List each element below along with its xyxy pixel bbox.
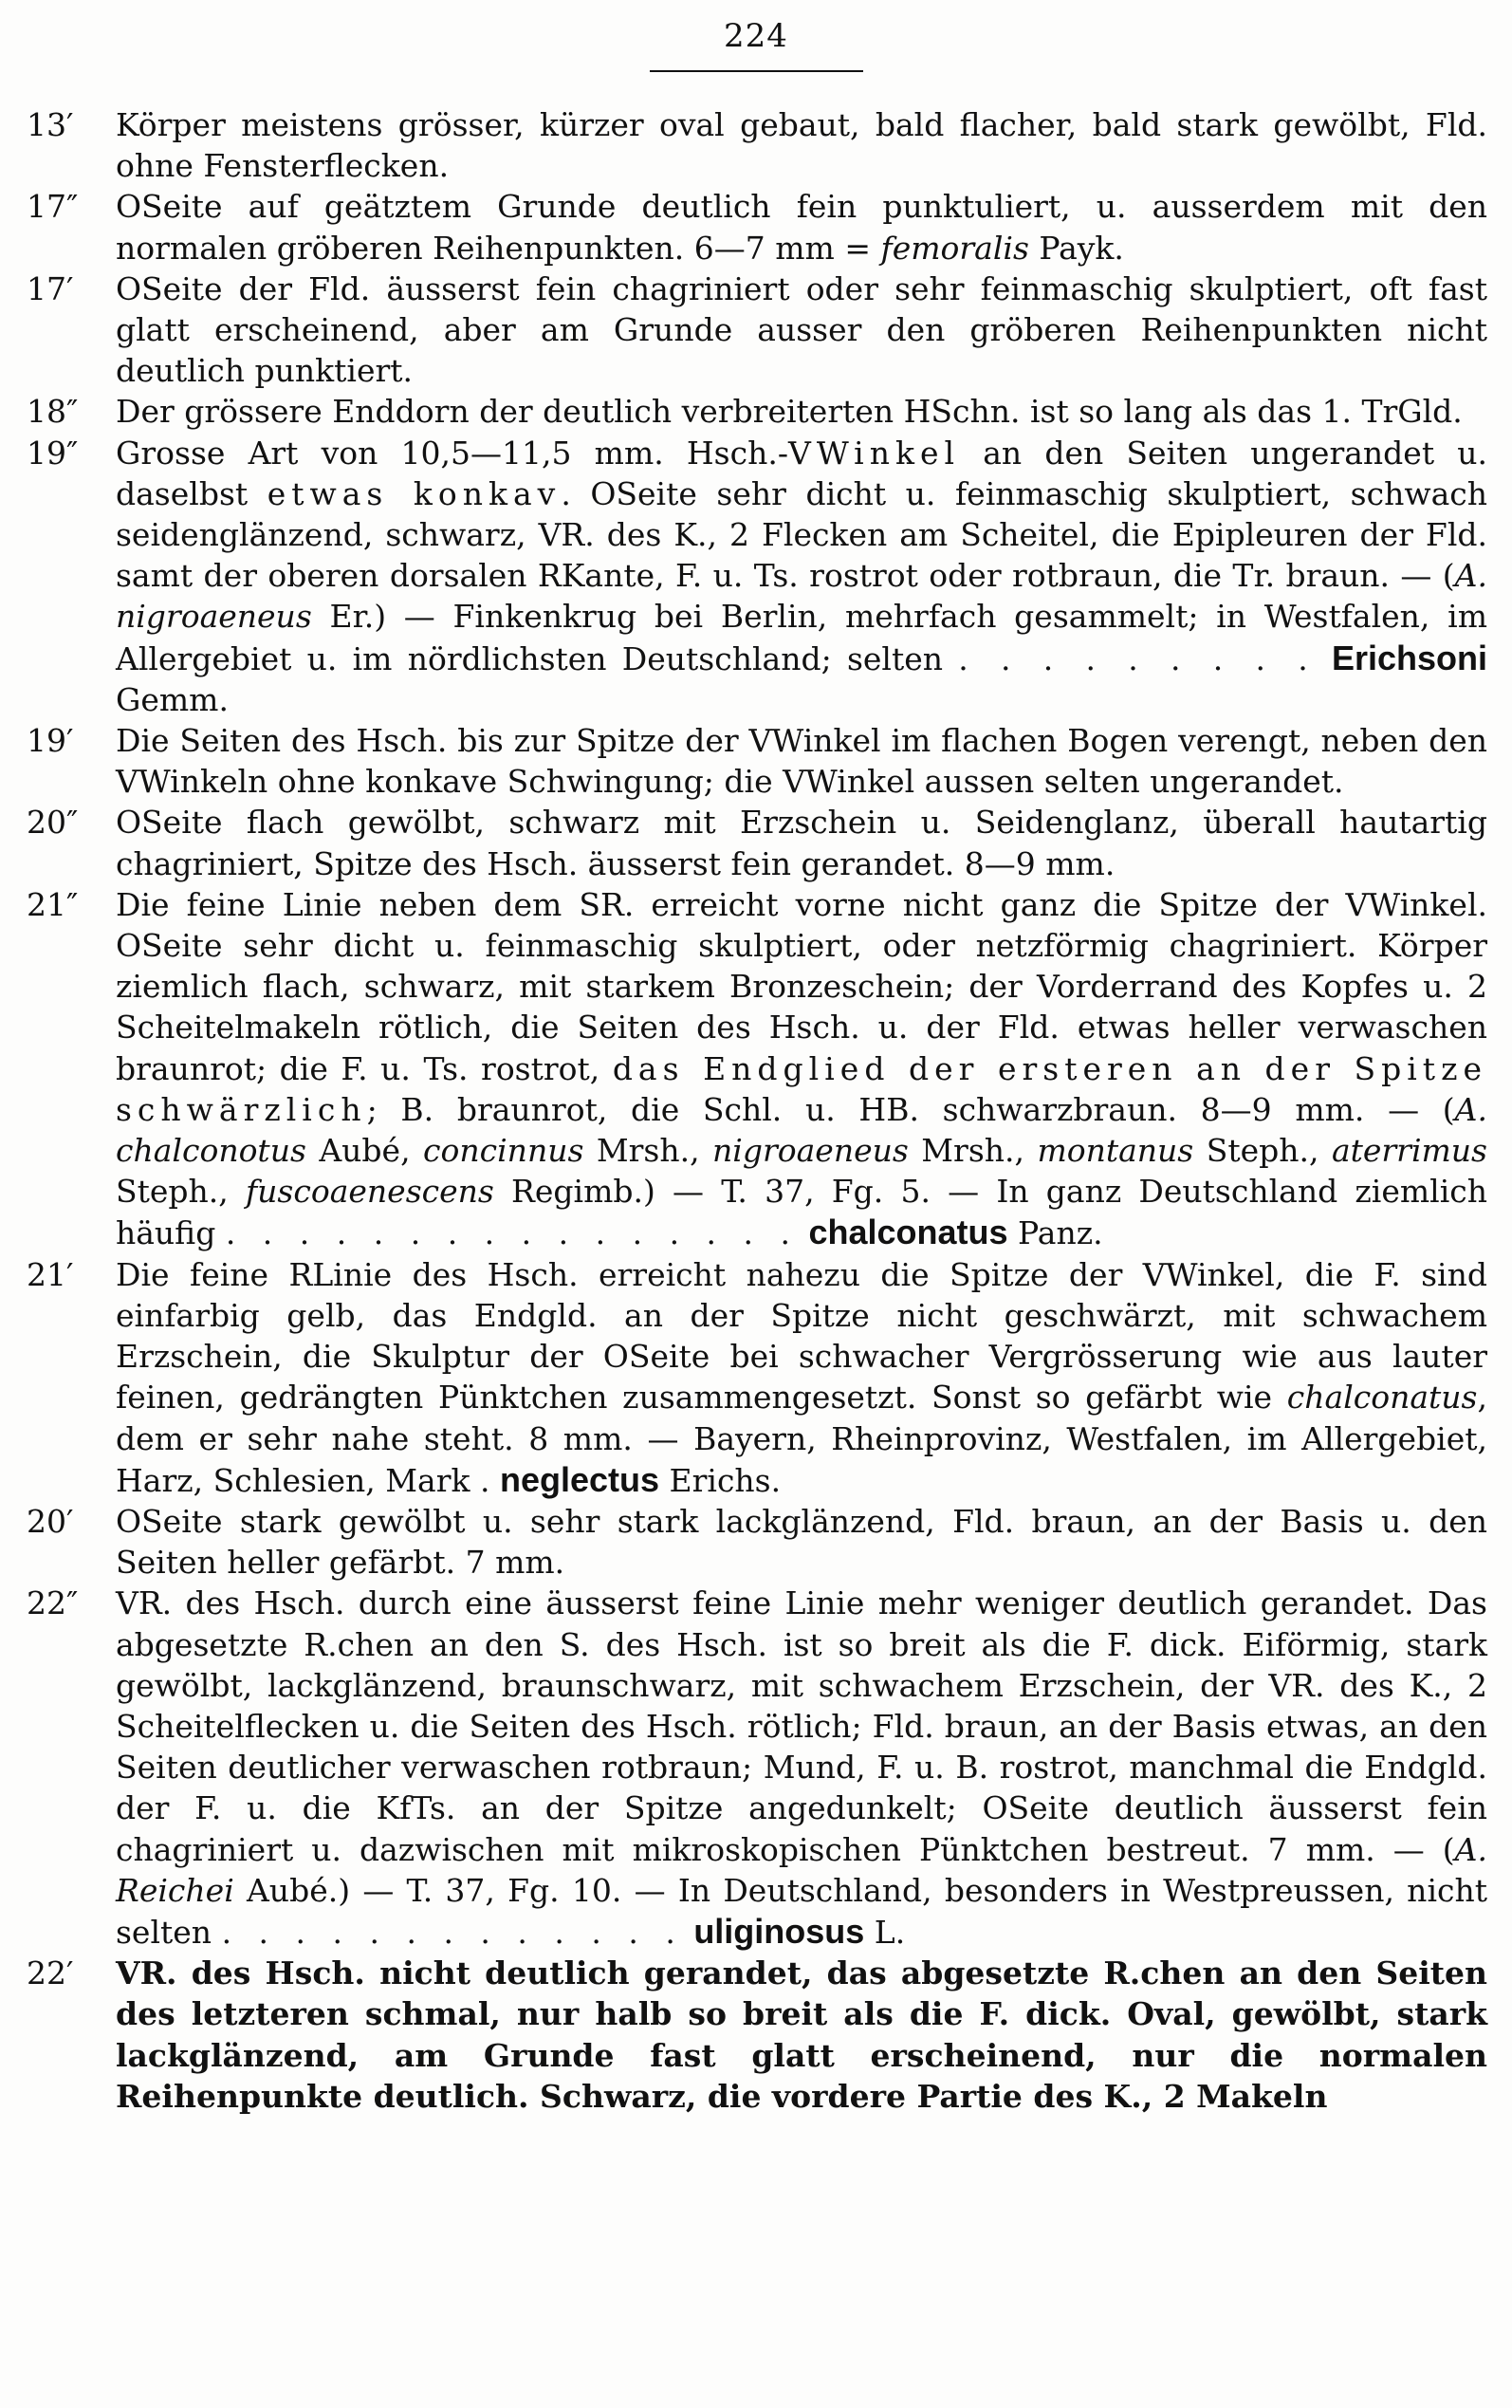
key-entry (0, 433, 1512, 720)
key-entry (0, 1583, 1512, 1953)
italic-name: A. nigroaeneus (116, 557, 1487, 636)
italic-name: fuscoaenescens (245, 1173, 494, 1211)
text-run: OSeite auf geätztem Grunde deutlich fein punktuliert, u. ausserdem mit den normalen gröberen Reihenpunkten. 6—7 mm = (116, 188, 1487, 267)
couplet-text (116, 1256, 1487, 1499)
couplet-text (116, 106, 1487, 184)
text-run: L. (864, 1913, 906, 1951)
text-run: Körper meistens grösser, kürzer oval gebaut, bald flacher, bald stark gewölbt, Fld. ohne Fensterflecken. (116, 106, 1487, 185)
species-name: neglectus (499, 1459, 660, 1499)
header-rule (650, 70, 863, 72)
italic-name: A. Reichei (116, 1830, 1487, 1909)
text-run: Aubé.) — T. 37, Fg. 10. — In Deutschland, besonders in Westpreussen, nicht selten (116, 1871, 1487, 1951)
italic-name: femoralis (880, 229, 1029, 267)
text-run: OSeite der Fld. äusserst fein chagriniert oder sehr feinmaschig skulptiert, oft fast glatt erscheinend, aber am Grunde ausser den gröberen Reihenpunkten nicht deutlich punktiert. (116, 269, 1487, 390)
species-name: chalconatus (808, 1213, 1008, 1252)
couplet-text (116, 270, 1487, 389)
spaced-emphasis: VWinkel (788, 434, 961, 472)
couplet-number: 21″ (27, 885, 79, 923)
text-run: Mrsh., (908, 1132, 1038, 1170)
key-entry (0, 884, 1512, 1254)
couplet-number: 19″ (27, 434, 79, 472)
text-run: Steph., (116, 1173, 246, 1211)
text-run (799, 1214, 809, 1251)
text-run: . OSeite sehr dicht u. feinmaschig skulptiert, schwach seidenglänzend, schwarz, VR. des K., 2 Flecken am Scheitel, die Epipleuren der Fld. samt der oberen dorsalen RKante, F. u. Ts. rostrot oder rotbraun, die Tr. braun. — ( (116, 474, 1487, 595)
italic-name: montanus (1037, 1132, 1194, 1170)
couplet-number: 19′ (27, 722, 74, 760)
key-entry (0, 391, 1512, 432)
text-run (684, 1914, 694, 1951)
species-name: Erichsoni (1331, 638, 1488, 677)
key-entry (0, 720, 1512, 802)
italic-name: nigroaeneus (712, 1132, 909, 1170)
text-run: Panz. (1007, 1214, 1103, 1252)
italic-name: aterrimus (1331, 1132, 1487, 1170)
text-run: VR. des Hsch. durch eine äusserst feine Linie mehr weniger deutlich gerandet. Das abgesetzte R.chen an den S. des Hsch. ist so breit als die F. dick. Eiförmig, stark gewölbt, lackglänzend, braunschwarz, mit schwachem Erzschein, der VR. des K., 2 Scheitelflecken u. die Seiten des Hsch. rötlich; Fld. braun, an der Basis etwas, an den Seiten deutlicher verwaschen rotbraun; Mund, F. u. B. rostrot, manchmal die Endgld. der F. u. die KfTs. an der Spitze angedunkelt; OSeite deutlich äusserst fein chagriniert u. dazwischen mit mikroskopischen Pünktchen bestreut. 7 mm. — ( (116, 1584, 1487, 1868)
text-run: Die feine Linie neben dem SR. erreicht vorne nicht ganz die Spitze der VWinkel. OSeite sehr dicht u. feinmaschig skulptiert, oder netzförmig chagriniert. Körper ziemlich flach, schwarz, mit starkem Bronzeschein; der Vorderrand des Kopfes u. 2 Scheitelmakeln rötlich, die Seiten des Hsch. u. der Fld. etwas heller verwaschen braunrot; die F. u. Ts. rostrot, (116, 885, 1487, 1087)
couplet-number: 20′ (27, 1502, 74, 1540)
text-run: Er.) — Finkenkrug bei Berlin, mehrfach gesammelt; in Westfalen, im Allergebiet u. im nördlichsten Deutschland; selten (116, 598, 1487, 677)
couplet-text (116, 886, 1487, 1252)
text-run: Die feine RLinie des Hsch. erreicht nahezu die Spitze der VWinkel, die F. sind einfarbig gelb, das Endgld. an der Spitze nicht geschwärzt, mit schwachem Erzschein, die Skulptur der OSeite bei schwacher Vergrösserung wie aus lauter feinen, gedrängten Pünktchen zusammengesetzt. Sonst so gefärbt wie (116, 1255, 1487, 1417)
couplet-text (116, 393, 1463, 430)
couplet-text (116, 1503, 1487, 1581)
text-run (1317, 640, 1332, 677)
italic-name: A. chalconotus (116, 1090, 1487, 1170)
text-run: Gemm. (116, 680, 229, 718)
key-entry (0, 186, 1512, 268)
key-entry (0, 1501, 1512, 1583)
leader-dots: . . . . . . . . . . . . . . . . (225, 1214, 799, 1252)
couplet-number: 22′ (27, 1954, 74, 1992)
key-entry (0, 802, 1512, 883)
couplet-text (116, 435, 1487, 718)
text-run: OSeite flach gewölbt, schwarz mit Erzschein u. Seidenglanz, überall hautartig chagriniert, Spitze des Hsch. äusserst fein gerandet. 8—9 mm. (116, 804, 1487, 882)
page-number: 224 (724, 17, 788, 55)
couplet-text (116, 1584, 1487, 1951)
spaced-emphasis: das Endglied der ersteren an der Spitze schwärzlich (116, 1049, 1487, 1128)
couplet-number: 13′ (27, 106, 74, 143)
text-run: Regimb.) — T. 37, Fg. 5. — In ganz Deutschland ziemlich häufig (116, 1173, 1487, 1252)
couplet-number: 17′ (27, 269, 74, 307)
text-run: an den Seiten ungerandet u. daselbst (116, 434, 1487, 512)
text-run: Aubé, (305, 1132, 424, 1170)
text-run: Mrsh., (583, 1132, 713, 1170)
text-run: Erichs. (659, 1461, 782, 1499)
key-entry (0, 1254, 1512, 1501)
text-run: VR. des Hsch. nicht deutlich gerandet, das abgesetzte R.chen an den Seiten des letzteren schmal, nur halb so breit als die F. dick. Oval, gewölbt, stark lackglänzend, am Grunde fast glatt erscheinend, nur die normalen Reihenpunkte deutlich. Schwarz, die vordere Partie des K., 2 Makeln (116, 1954, 1487, 2115)
species-name: uliginosus (693, 1911, 865, 1951)
couplet-text (116, 188, 1487, 266)
leader-dots: . . . . . . . . . (958, 639, 1317, 677)
leader-dots: . . . . . . . . . . . . . (221, 1913, 684, 1951)
couplet-number: 22″ (27, 1584, 79, 1622)
couplet-text (116, 804, 1487, 881)
couplet-text (116, 1954, 1487, 2115)
key-entry (0, 269, 1512, 392)
text-run: ; B. braunrot, die Schl. u. HB. schwarzbraun. 8—9 mm. — ( (366, 1090, 1455, 1128)
couplet-number: 20″ (27, 804, 79, 842)
text-run: , dem er sehr nahe steht. 8 mm. — Bayern, Rheinprovinz, Westfalen, im Allergebiet, Harz, Schlesien, Mark . (116, 1379, 1487, 1499)
couplet-number: 21′ (27, 1255, 74, 1293)
text-run: OSeite stark gewölbt u. sehr stark lackglänzend, Fld. braun, an der Basis u. den Seiten heller gefärbt. 7 mm. (116, 1502, 1487, 1582)
key-entries (0, 104, 1512, 2117)
couplet-text (116, 722, 1487, 800)
key-entry (0, 104, 1512, 186)
italic-name: chalconatus (1286, 1379, 1478, 1417)
italic-name: concinnus (423, 1132, 584, 1170)
text-run: Die Seiten des Hsch. bis zur Spitze der VWinkel im flachen Bogen verengt, neben den VWinkeln ohne konkave Schwingung; die VWinkel aussen selten ungerandet. (116, 722, 1487, 801)
text-run: Der grössere Enddorn der deutlich verbreiterten HSchn. ist so lang als das 1. TrGld. (116, 393, 1463, 431)
text-run: Payk. (1028, 229, 1124, 267)
text-run: Grosse Art von 10,5—11,5 mm. Hsch.- (116, 434, 788, 472)
key-entry (0, 1953, 1512, 2117)
couplet-number: 18″ (27, 393, 79, 431)
couplet-number: 17″ (27, 188, 79, 226)
spaced-emphasis: etwas konkav (267, 474, 562, 512)
text-run: Steph., (1193, 1132, 1332, 1170)
